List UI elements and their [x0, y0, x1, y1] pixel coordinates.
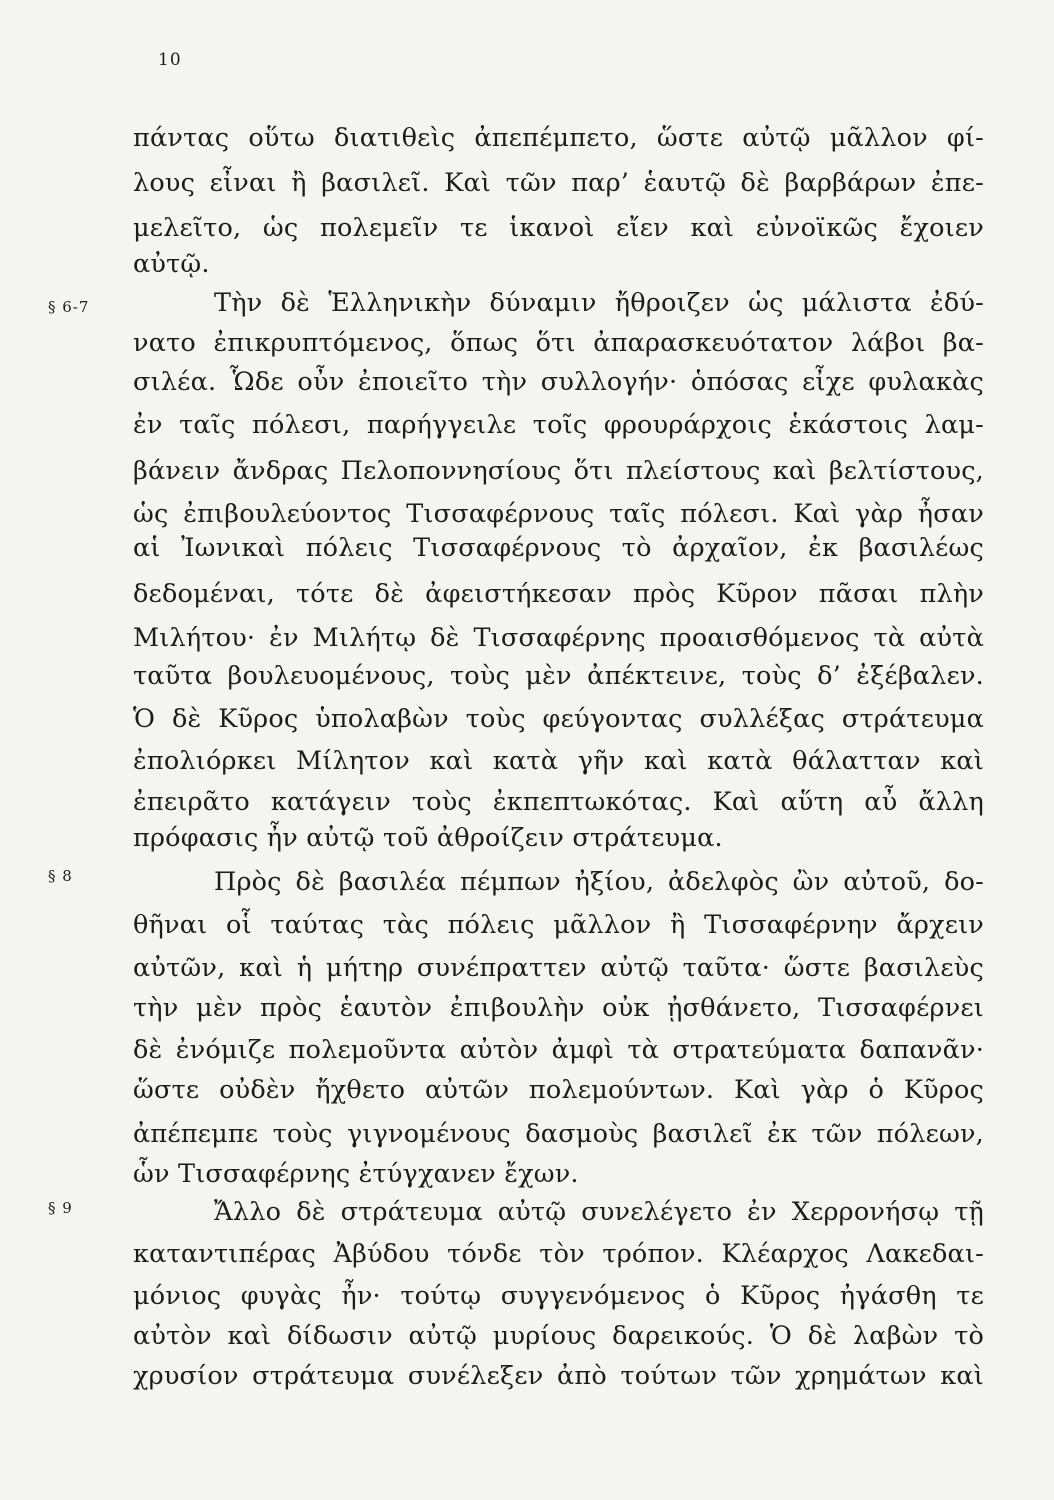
text-line: λους εἶναι ἢ βασιλεῖ. Καὶ τῶν παρ’ ἑαυτῷ δὲ βαρβάρων ἐπε-: [133, 168, 984, 198]
text-line: βάνειν ἄνδρας Πελοποννησίους ὅτι πλείστους καὶ βελτίστους,: [133, 456, 984, 486]
text-line: χρυσίον στράτευμα συνέλεξεν ἀπὸ τούτων τῶν χρημάτων καὶ: [133, 1361, 984, 1391]
text-line: σιλέα. Ὧδε οὖν ἐποιεῖτο τὴν συλλογήν· ὁπόσας εἶχε φυλακὰς: [133, 367, 984, 397]
text-line: θῆναι οἷ ταύτας τὰς πόλεις μᾶλλον ἢ Τισσαφέρνην ἄρχειν: [133, 910, 984, 940]
section-marker: § 9: [48, 1199, 73, 1217]
text-line: πάντας οὕτω διατιθεὶς ἀπεπέμπετο, ὥστε αὐτῷ μᾶλλον φί-: [133, 123, 984, 153]
text-line: μελεῖτο, ὡς πολεμεῖν τε ἱκανοὶ εἴεν καὶ εὐνοϊκῶς ἔχοιεν: [133, 213, 984, 243]
text-line: τὴν μὲν πρὸς ἑαυτὸν ἐπιβουλὴν οὐκ ᾐσθάνετο, Τισσαφέρνει: [133, 993, 984, 1023]
text-line: Πρὸς δὲ βασιλέα πέμπων ἠξίου, ἀδελφὸς ὢν αὐτοῦ, δο-: [214, 867, 984, 897]
text-line: Ὁ δὲ Κῦρος ὑπολαβὼν τοὺς φεύγοντας συλλέξας στράτευμα: [133, 704, 984, 734]
text-line: δὲ ἐνόμιζε πολεμοῦντα αὐτὸν ἀμφὶ τὰ στρατεύματα δαπανᾶν·: [133, 1035, 984, 1065]
text-line: αὐτῶν, καὶ ἡ μήτηρ συνέπραττεν αὐτῷ ταῦτα· ὥστε βασιλεὺς: [133, 953, 984, 983]
page-number: 10: [158, 50, 182, 70]
section-marker: § 8: [48, 867, 73, 885]
text-line: αἱ Ἰωνικαὶ πόλεις Τισσαφέρνους τὸ ἀρχαῖον, ἐκ βασιλέως: [133, 533, 984, 563]
text-line: πρόφασις ἦν αὐτῷ τοῦ ἀθροίζειν στράτευμα.: [133, 823, 723, 853]
section-marker: § 6-7: [48, 298, 90, 316]
text-line: δεδομέναι, τότε δὲ ἀφειστήκεσαν πρὸς Κῦρον πᾶσαι πλὴν: [133, 579, 984, 609]
text-line: ὧν Τισσαφέρνης ἐτύγχανεν ἔχων.: [133, 1159, 579, 1189]
text-line: μόνιος φυγὰς ἦν· τούτῳ συγγενόμενος ὁ Κῦρος ἠγάσθη τε: [133, 1281, 984, 1311]
text-line: Μιλήτου· ἐν Μιλήτῳ δὲ Τισσαφέρνης προαισθόμενος τὰ αὐτὰ: [133, 623, 984, 653]
text-line: ὥστε οὐδὲν ἤχθετο αὐτῶν πολεμούντων. Καὶ γὰρ ὁ Κῦρος: [133, 1075, 984, 1105]
text-line: Τὴν δὲ Ἑλληνικὴν δύναμιν ἤθροιζεν ὡς μάλιστα ἐδύ-: [214, 288, 984, 318]
text-line: ἐπειρᾶτο κατάγειν τοὺς ἐκπεπτωκότας. Καὶ αὕτη αὖ ἄλλη: [133, 787, 984, 817]
text-line: ἐπολιόρκει Μίλητον καὶ κατὰ γῆν καὶ κατὰ θάλατταν καὶ: [133, 746, 984, 776]
text-line: νατο ἐπικρυπτόμενος, ὅπως ὅτι ἀπαρασκευότατον λάβοι βα-: [133, 328, 984, 358]
text-line: καταντιπέρας Ἀβύδου τόνδε τὸν τρόπον. Κλέαρχος Λακεδαι-: [133, 1239, 984, 1269]
text-line: ταῦτα βουλευομένους, τοὺς μὲν ἀπέκτεινε, τοὺς δ’ ἐξέβαλεν.: [133, 661, 984, 691]
text-line: ἀπέπεμπε τοὺς γιγνομένους δασμοὺς βασιλεῖ ἐκ τῶν πόλεων,: [133, 1119, 984, 1149]
text-line: αὐτὸν καὶ δίδωσιν αὐτῷ μυρίους δαρεικούς. Ὁ δὲ λαβὼν τὸ: [133, 1321, 984, 1351]
text-line: ἐν ταῖς πόλεσι, παρήγγειλε τοῖς φρουράρχοις ἑκάστοις λαμ-: [133, 410, 984, 440]
text-line: ὡς ἐπιβουλεύοντος Τισσαφέρνους ταῖς πόλεσι. Καὶ γὰρ ἦσαν: [133, 499, 984, 529]
text-line: Ἄλλο δὲ στράτευμα αὐτῷ συνελέγετο ἐν Χερρονήσῳ τῇ: [214, 1197, 984, 1227]
text-line: αὐτῷ.: [133, 249, 210, 279]
